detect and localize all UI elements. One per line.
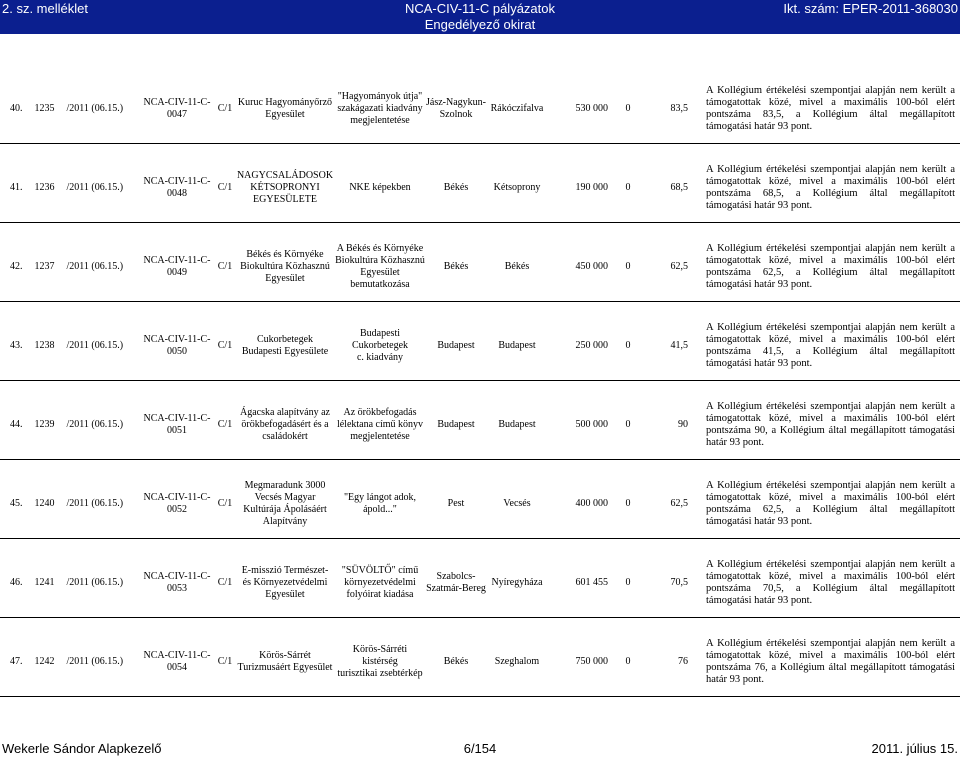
table-row — [0, 75, 960, 144]
granted-amount: 0 — [625, 419, 631, 430]
organization: NAGYCSALÁDOSOK KÉTSOPRONYI EGYESÜLETE — [236, 170, 334, 205]
county: Szabolcs- Szatmár-Bereg — [426, 571, 486, 594]
score: 68,5 — [670, 182, 688, 193]
row-number-and-reference — [0, 391, 150, 459]
decision-id: 1238 — [34, 340, 55, 351]
county: Békés — [443, 656, 469, 667]
score: 62,5 — [670, 498, 688, 509]
project-title: A Békés és Környéke Biokultúra Közhasznú Egyesület bemutatkozása — [335, 243, 425, 290]
row-number: 46. — [10, 577, 23, 588]
organization: Békés és Környéke Biokultúra Közhasznú Egyesület — [240, 249, 330, 284]
row-number: 44. — [10, 419, 23, 430]
town: Szeghalom — [494, 656, 540, 667]
row-number: 47. — [10, 656, 23, 667]
decision-reference: /2011 (06.15.) — [66, 182, 124, 193]
town: Kétsoprony — [493, 182, 541, 193]
organization: Ágacska alapítvány az örökbefogadásért és a családokért — [240, 407, 330, 442]
header-annex-label: 2. sz. melléklet — [2, 1, 88, 16]
requested-amount: 190 000 — [575, 182, 608, 193]
town: Nyíregyháza — [491, 577, 543, 588]
project-title: Az örökbefogadás lélektana című könyv megjelentetése — [336, 407, 424, 442]
row-number: 45. — [10, 498, 23, 509]
project-title: "Egy lángot adok, ápold..." — [343, 492, 417, 515]
decision-id: 1241 — [34, 577, 55, 588]
town: Vecsés — [503, 498, 531, 509]
county: Békés — [443, 261, 469, 272]
pal-code: NCA-CIV-11-C- 0053 — [143, 571, 211, 594]
row-number-and-reference — [0, 470, 150, 538]
header-subtitle: Engedélyező okirat — [424, 17, 536, 32]
row-number: 43. — [10, 340, 23, 351]
granted-amount: 0 — [625, 103, 631, 114]
project-title: "SÜVÖLTŐ" című környezetvédelmi folyóirat kiadása — [341, 565, 419, 600]
row-number: 42. — [10, 261, 23, 272]
organization: E-misszió Természet- és Környezetvédelmi Egyesület — [241, 565, 329, 600]
rejection-reason: A Kollégium értékelési szempontjai alapján nem került a támogatottak közé, mivel a maximális 100-ból elért pontszáma 83,5, a Kollégium által megállapított támogatási határ 93 pont. — [706, 85, 955, 132]
table-row — [0, 233, 960, 302]
decision-reference: /2011 (06.15.) — [66, 656, 124, 667]
category: C/1 — [217, 340, 233, 351]
rejection-reason: A Kollégium értékelési szempontjai alapján nem került a támogatottak közé, mivel a maximális 100-ból elért pontszáma 68,5, a Kollégium által megállapított támogatási határ 93 pont. — [706, 164, 955, 211]
project-title: NKE képekben — [349, 182, 411, 193]
category: C/1 — [217, 498, 233, 509]
county: Békés — [443, 182, 469, 193]
decision-id: 1239 — [34, 419, 55, 430]
decision-reference: /2011 (06.15.) — [66, 103, 124, 114]
rejection-reason: A Kollégium értékelési szempontjai alapján nem került a támogatottak közé, mivel a maximális 100-ból elért pontszáma 41,5, a Kollégium által megállapított támogatási határ 93 pont. — [706, 322, 955, 369]
category: C/1 — [217, 656, 233, 667]
pal-code: NCA-CIV-11-C- 0052 — [143, 492, 211, 515]
pal-code: NCA-CIV-11-C- 0051 — [143, 413, 211, 436]
organization: Kuruc Hagyományőrző Egyesület — [237, 97, 333, 120]
organization: Körös-Sárrét Turizmusáért Egyesület — [237, 650, 333, 673]
category: C/1 — [217, 103, 233, 114]
row-number-and-reference — [0, 312, 150, 380]
category: C/1 — [217, 261, 233, 272]
category: C/1 — [217, 577, 233, 588]
category: C/1 — [217, 419, 233, 430]
pal-code: NCA-CIV-11-C- 0048 — [143, 176, 211, 199]
row-number-and-reference — [0, 75, 150, 143]
table-row — [0, 312, 960, 381]
organization: Cukorbetegek Budapesti Egyesülete — [241, 334, 329, 357]
granted-amount: 0 — [625, 261, 631, 272]
town: Budapest — [498, 340, 536, 351]
decision-reference: /2011 (06.15.) — [66, 577, 124, 588]
rejection-reason: A Kollégium értékelési szempontjai alapján nem került a támogatottak közé, mivel a maximális 100-ból elért pontszáma 62,5, a Kollégium által megállapított támogatási határ 93 pont. — [706, 243, 955, 290]
score: 41,5 — [670, 340, 688, 351]
requested-amount: 601 455 — [575, 577, 608, 588]
decision-reference: /2011 (06.15.) — [66, 340, 124, 351]
town: Békés — [504, 261, 530, 272]
project-title: Budapesti Cukorbetegek c. kiadvány — [351, 328, 409, 363]
decision-id: 1240 — [34, 498, 55, 509]
county: Budapest — [437, 419, 475, 430]
score: 62,5 — [670, 261, 688, 272]
table-row — [0, 391, 960, 460]
requested-amount: 530 000 — [575, 103, 608, 114]
table-row — [0, 549, 960, 618]
pal-code: NCA-CIV-11-C- 0054 — [143, 650, 211, 673]
granted-amount: 0 — [625, 340, 631, 351]
requested-amount: 450 000 — [575, 261, 608, 272]
score: 90 — [678, 419, 688, 430]
table-row — [0, 470, 960, 539]
decision-reference: /2011 (06.15.) — [66, 419, 124, 430]
granted-amount: 0 — [625, 182, 631, 193]
score: 70,5 — [670, 577, 688, 588]
rejection-reason: A Kollégium értékelési szempontjai alapján nem került a támogatottak közé, mivel a maximális 100-ból elért pontszáma 76, a Kollégium által megállapított támogatási határ 93 pont. — [706, 638, 955, 685]
project-title: "Hagyományok útja" szakágazati kiadvány megjelentetése — [337, 91, 423, 126]
row-number-and-reference — [0, 549, 150, 617]
document-footer — [0, 741, 960, 758]
decision-id: 1237 — [34, 261, 55, 272]
footer-date: 2011. július 15. — [871, 741, 958, 756]
footer-page-number: 6/154 — [463, 741, 497, 756]
score: 83,5 — [670, 103, 688, 114]
decision-id: 1242 — [34, 656, 55, 667]
header-file-number: Ikt. szám: EPER-2011-368030 — [783, 1, 958, 16]
row-number: 40. — [10, 103, 23, 114]
rejection-reason: A Kollégium értékelési szempontjai alapján nem került a támogatottak közé, mivel a maximális 100-ból elért pontszáma 62,5, a Kollégium által megállapított támogatási határ 93 pont. — [706, 480, 955, 527]
pal-code: NCA-CIV-11-C- 0050 — [143, 334, 211, 357]
project-title: Körös-Sárréti kistérség turisztikai zsebtérkép — [337, 644, 423, 679]
decision-reference: /2011 (06.15.) — [66, 261, 124, 272]
decision-id: 1236 — [34, 182, 55, 193]
document-header — [0, 0, 960, 34]
decision-id: 1235 — [34, 103, 55, 114]
granted-amount: 0 — [625, 656, 631, 667]
organization: Megmaradunk 3000 Vecsés Magyar Kultúrája Ápolásáért Alapítvány — [243, 480, 327, 527]
rejection-reason: A Kollégium értékelési szempontjai alapján nem került a támogatottak közé, mivel a maximális 100-ból elért pontszáma 90, a Kollégium által megállapított támogatási határ 93 pont. — [706, 401, 955, 448]
footer-organization: Wekerle Sándor Alapkezelő — [2, 741, 162, 756]
row-number-and-reference — [0, 233, 150, 301]
granted-amount: 0 — [625, 577, 631, 588]
county: Budapest — [437, 340, 475, 351]
table-row — [0, 154, 960, 223]
rejection-reason: A Kollégium értékelési szempontjai alapján nem került a támogatottak közé, mivel a maximális 100-ból elért pontszáma 70,5, a Kollégium által megállapított támogatási határ 93 pont. — [706, 559, 955, 606]
pal-code: NCA-CIV-11-C- 0047 — [143, 97, 211, 120]
pal-code: NCA-CIV-11-C- 0049 — [143, 255, 211, 278]
county: Pest — [447, 498, 465, 509]
score: 76 — [678, 656, 688, 667]
requested-amount: 250 000 — [575, 340, 608, 351]
town: Rákóczifalva — [490, 103, 544, 114]
row-number-and-reference — [0, 628, 150, 696]
table-row — [0, 628, 960, 697]
county: Jász-Nagykun- Szolnok — [426, 97, 486, 120]
row-number-and-reference — [0, 154, 150, 222]
town: Budapest — [498, 419, 536, 430]
requested-amount: 500 000 — [575, 419, 608, 430]
category: C/1 — [217, 182, 233, 193]
granted-amount: 0 — [625, 498, 631, 509]
requested-amount: 750 000 — [575, 656, 608, 667]
row-number: 41. — [10, 182, 23, 193]
requested-amount: 400 000 — [575, 498, 608, 509]
decision-reference: /2011 (06.15.) — [66, 498, 124, 509]
header-title: NCA-CIV-11-C pályázatok — [404, 1, 556, 16]
